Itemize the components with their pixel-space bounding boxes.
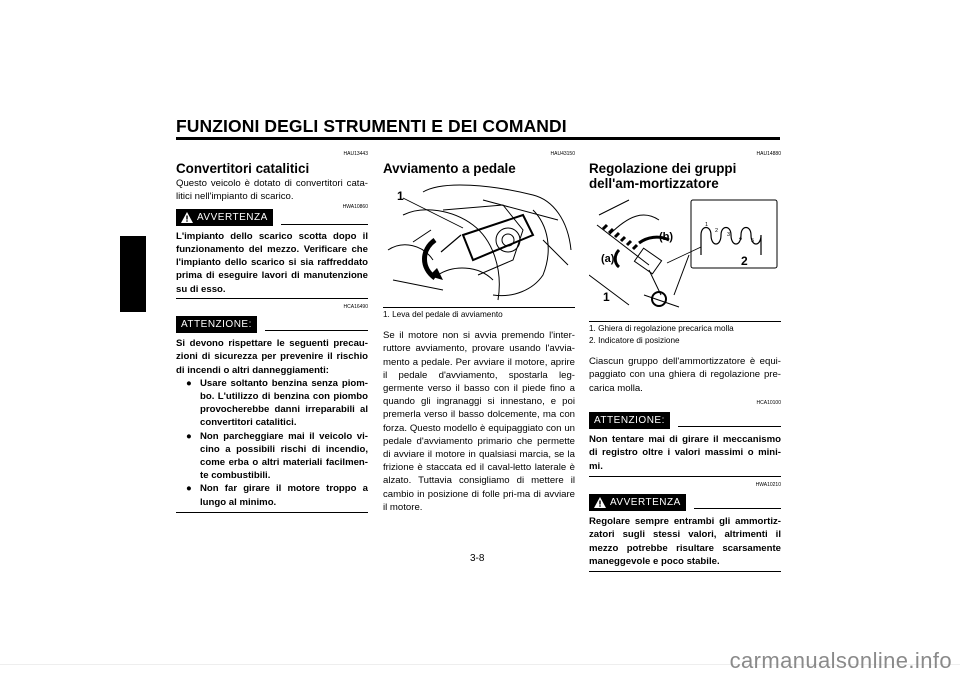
section-heading: Convertitori catalitici xyxy=(176,161,310,177)
warning-end-rule xyxy=(589,571,781,572)
caution-header xyxy=(589,412,781,429)
column-catalytic xyxy=(176,148,368,513)
scale-4: 4 xyxy=(739,236,743,243)
warning-triangle-icon xyxy=(181,212,193,223)
kickstart-illustration xyxy=(383,180,575,305)
section-code: HAU43150 xyxy=(550,151,575,157)
figure-callout-1: 1 xyxy=(603,290,610,305)
caution-header xyxy=(176,316,368,333)
caution-end-rule xyxy=(176,512,368,513)
title-rule xyxy=(176,137,780,140)
warning-triangle-icon xyxy=(594,497,606,508)
warning-badge xyxy=(176,209,273,226)
bullet-item: ● Non far girare il motore troppo a lungo al minimo. xyxy=(186,483,368,508)
figure-caption: 1. Leva del pedale di avviamento xyxy=(383,310,503,320)
intro-text: Questo veicolo è dotato di convertitori cata-litici nell'impianto di scarico. xyxy=(176,178,368,203)
scale-3: 3 xyxy=(727,232,731,239)
page-number: 3-8 xyxy=(470,553,485,564)
caution-badge: ATTENZIONE: xyxy=(176,316,257,333)
shock-figure xyxy=(589,195,781,315)
caution-badge: ATTENZIONE: xyxy=(589,412,670,429)
warning-end-rule xyxy=(176,298,368,299)
section-heading: Regolazione dei gruppi dell'am-mortizzatore xyxy=(589,161,737,192)
column-kickstart xyxy=(383,148,575,514)
caution-text: Non tentare mai di girare il meccanismo di registro oltre i valori massimi o mini-mi. xyxy=(589,434,781,472)
figure-caption: 2. Indicatore di posizione xyxy=(589,336,680,346)
shock-illustration xyxy=(589,195,781,315)
caution-code: HCA16490 xyxy=(343,303,368,310)
bullet-item: ● Non parcheggiare mai il veicolo vi-cino a possibili rischi di incendio, come erba o altri materiali facilmen-te combustibili. xyxy=(186,430,368,482)
warning-header xyxy=(176,204,368,226)
chapter-number: 3 xyxy=(127,252,134,266)
figure-rule xyxy=(383,307,575,308)
warning-code: HWA10210 xyxy=(755,481,781,488)
warning-label: AVVERTENZA xyxy=(197,211,268,223)
kickstart-figure xyxy=(383,180,575,305)
warning-label: AVVERTENZA xyxy=(610,497,681,509)
caution-text: Si devono rispettare le seguenti precau-zioni di sicurezza per prevenire il rischio di incendi o altri danneggiamenti: xyxy=(176,338,368,376)
caution-code: HCA10100 xyxy=(756,399,781,406)
section-code: HAU13443 xyxy=(343,151,368,157)
scale-1: 1 xyxy=(705,222,709,229)
figure-callout-2: 2 xyxy=(741,254,748,269)
section-heading: Avviamento a pedale xyxy=(383,161,516,177)
column-shock xyxy=(589,148,781,572)
label-a: (a) xyxy=(601,253,615,266)
bullet-item: ● Usare soltanto benzina senza piom-bo. L'utilizzo di benzina con piombo provocherebbe danni irreparabili al convertitori catalitici. xyxy=(186,377,368,429)
body-text: Se il motore non si avvia premendo l'inter-ruttore avviamento, provare usando l'avvia-mento a pedale. Per avviare il motore, aprire il pedale d'avviamento, spostarla leg-germente verso il basso con il piede fino a quando gli ingranaggi si innestano, e poi premerla verso il basso dolcemente, ma con forza. Questo modello è equipaggiato con un pedale d'avviamento primario che permette di avviare il motore in qualsiasi marcia, se la frizione è staccata ed il caval-letto laterale è alzato. Tuttavia consigliamo di mettere il cambio in posizione di folle pri-ma di avviare il motore. xyxy=(383,330,575,513)
figure-caption: 1. Ghiera di regolazione precarica molla xyxy=(589,324,734,334)
figure-rule xyxy=(589,321,781,322)
warning-text: Regolare sempre entrambi gli ammortiz-zatori sugli stessi valori, altrimenti il mezzo potrebbe risultare scarsamente maneggevole e poco stabile. xyxy=(589,516,781,567)
warning-text: L'impianto dello scarico scotta dopo il funzionamento del mezzo. Verificare che l'impianto dello scarico si sia raffreddato prima di eseguire lavori di manutenzione su di esso. xyxy=(176,230,368,295)
warning-badge xyxy=(589,494,686,511)
page-title: FUNZIONI DEGLI STRUMENTI E DEI COMANDI xyxy=(176,116,567,136)
scale-2: 2 xyxy=(715,228,719,235)
body-text: Ciascun gruppo dell'ammortizzatore è equi-paggiato con una ghiera di regolazione pre-carica molla. xyxy=(589,356,781,394)
scale-5: 5 xyxy=(751,238,755,245)
figure-callout: 1 xyxy=(397,189,404,204)
chapter-tab xyxy=(120,236,146,312)
warning-code: HWA10860 xyxy=(342,204,368,211)
caution-end-rule xyxy=(589,476,781,477)
warning-header xyxy=(589,494,781,511)
label-b: (b) xyxy=(659,231,674,244)
section-code: HAU14880 xyxy=(756,151,781,157)
watermark-link[interactable]: carmanualsonline.info xyxy=(729,648,952,673)
